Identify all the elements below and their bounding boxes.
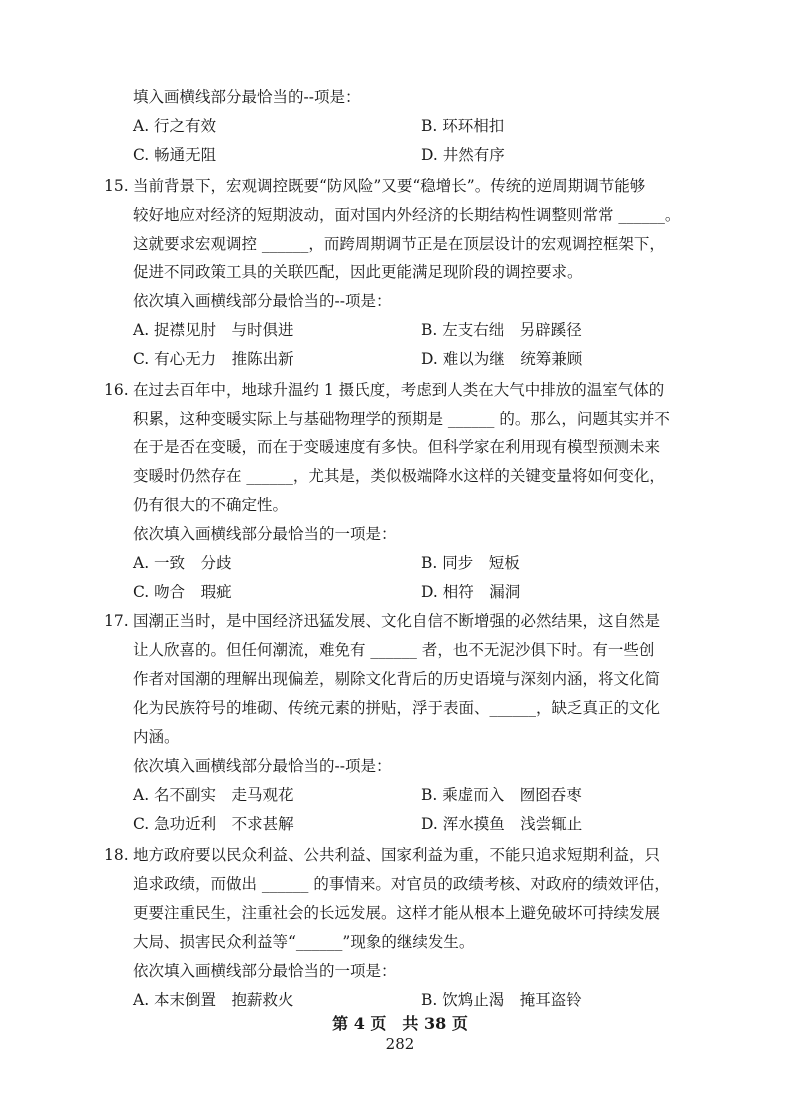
q17-option-a: A. 名不副实 走马观花 bbox=[133, 786, 294, 804]
q18-prompt: 依次填入画横线部分最恰当的一项是： bbox=[133, 962, 397, 980]
q16-number: 16. bbox=[104, 381, 129, 399]
q18-number: 18. bbox=[104, 846, 129, 864]
q18-option-a: A. 本末倒置 抱薪救火 bbox=[133, 991, 294, 1009]
top-option-c: C. 畅通无阻 bbox=[133, 146, 217, 164]
q17-line-1: 国潮正当时，是中国经济迅猛发展、文化自信不断增强的必然结果，这自然是 bbox=[133, 612, 661, 630]
q16-prompt: 依次填入画横线部分最恰当的一项是： bbox=[133, 525, 397, 543]
q16-line-2: 积累，这种变暖实际上与基础物理学的预期是 ______ 的。那么，问题其实并不 bbox=[133, 410, 670, 428]
q15-line-1: 当前背景下，宏观调控既要“防风险”又要“稳增长”。传统的逆周期调节能够 bbox=[133, 177, 646, 195]
q17-line-5: 内涵。 bbox=[133, 728, 180, 746]
q16-line-1: 在过去百年中，地球升温约 1 摄氏度，考虑到人类在大气中排放的温室气体的 bbox=[133, 381, 665, 399]
top-option-d: D. 井然有序 bbox=[421, 146, 505, 164]
q16-line-4: 变暖时仍然存在 ______，尤其是，类似极端降水这样的关键变量将如何变化， bbox=[133, 467, 665, 485]
q18-line-4: 大局、损害民众利益等“______”现象的继续发生。 bbox=[133, 933, 475, 951]
q15-line-3: 这就要求宏观调控 ______，而跨周期调节正是在顶层设计的宏观调控框架下， bbox=[133, 235, 665, 253]
top-option-a: A. 行之有效 bbox=[133, 117, 217, 135]
q17-number: 17. bbox=[104, 612, 129, 630]
q15-option-d: D. 难以为继 统筹兼顾 bbox=[421, 350, 583, 368]
q15-line-4: 促进不同政策工具的关联匹配，因此更能满足现阶段的调控要求。 bbox=[133, 263, 583, 281]
page-number: 282 bbox=[385, 1035, 415, 1053]
q18-line-1: 地方政府要以民众利益、公共利益、国家利益为重，不能只追求短期利益，只 bbox=[133, 846, 661, 864]
q17-option-b: B. 乘虚而入 囫囵吞枣 bbox=[421, 786, 582, 804]
top-option-b: B. 环环相扣 bbox=[421, 117, 505, 135]
q15-option-c: C. 有心无力 推陈出新 bbox=[133, 350, 294, 368]
q16-option-a: A. 一致 分歧 bbox=[133, 554, 232, 572]
q17-line-4: 化为民族符号的堆砌、传统元素的拼贴，浮于表面、______，缺乏真正的文化 bbox=[133, 699, 661, 717]
q18-line-2: 追求政绩，而做出 ______ 的事情来。对官员的政绩考核、对政府的绩效评估， bbox=[133, 875, 670, 893]
q18-line-3: 更要注重民生，注重社会的长远发展。这样才能从根本上避免破坏可持续发展 bbox=[133, 904, 661, 922]
page-label: 第 4 页 共 38 页 bbox=[332, 1014, 468, 1033]
q16-option-d: D. 相符 漏洞 bbox=[421, 583, 521, 601]
q17-option-c: C. 急功近利 不求甚解 bbox=[133, 815, 294, 833]
q17-line-3: 作者对国潮的理解出现偏差，剔除文化背后的历史语境与深刻内涵，将文化简 bbox=[133, 670, 661, 688]
q15-option-b: B. 左支右绌 另辟蹊径 bbox=[421, 321, 582, 339]
q15-line-2: 较好地应对经济的短期波动，面对国内外经济的长期结构性调整则常常 ______。 bbox=[133, 206, 681, 224]
q16-option-c: C. 吻合 瑕疵 bbox=[133, 583, 232, 601]
q15-option-a: A. 捉襟见肘 与时俱进 bbox=[133, 321, 294, 339]
q17-option-d: D. 浑水摸鱼 浅尝辄止 bbox=[421, 815, 583, 833]
q16-line-5: 仍有很大的不确定性。 bbox=[133, 496, 289, 514]
q17-line-2: 让人欣喜的。但任何潮流，难免有 ______ 者，也不无泥沙俱下时。有一些创 bbox=[133, 641, 655, 659]
q15-number: 15. bbox=[104, 177, 129, 195]
q17-prompt: 依次填入画横线部分最恰当的--项是： bbox=[133, 757, 392, 775]
q15-prompt: 依次填入画横线部分最恰当的--项是： bbox=[133, 292, 392, 310]
q16-option-b: B. 同步 短板 bbox=[421, 554, 520, 572]
q16-line-3: 在于是否在变暖，而在于变暖速度有多快。但科学家在利用现有模型预测未来 bbox=[133, 438, 661, 456]
top-prompt: 填入画横线部分最恰当的--项是： bbox=[133, 88, 361, 106]
q18-option-b: B. 饮鸩止渴 掩耳盗铃 bbox=[421, 991, 582, 1009]
